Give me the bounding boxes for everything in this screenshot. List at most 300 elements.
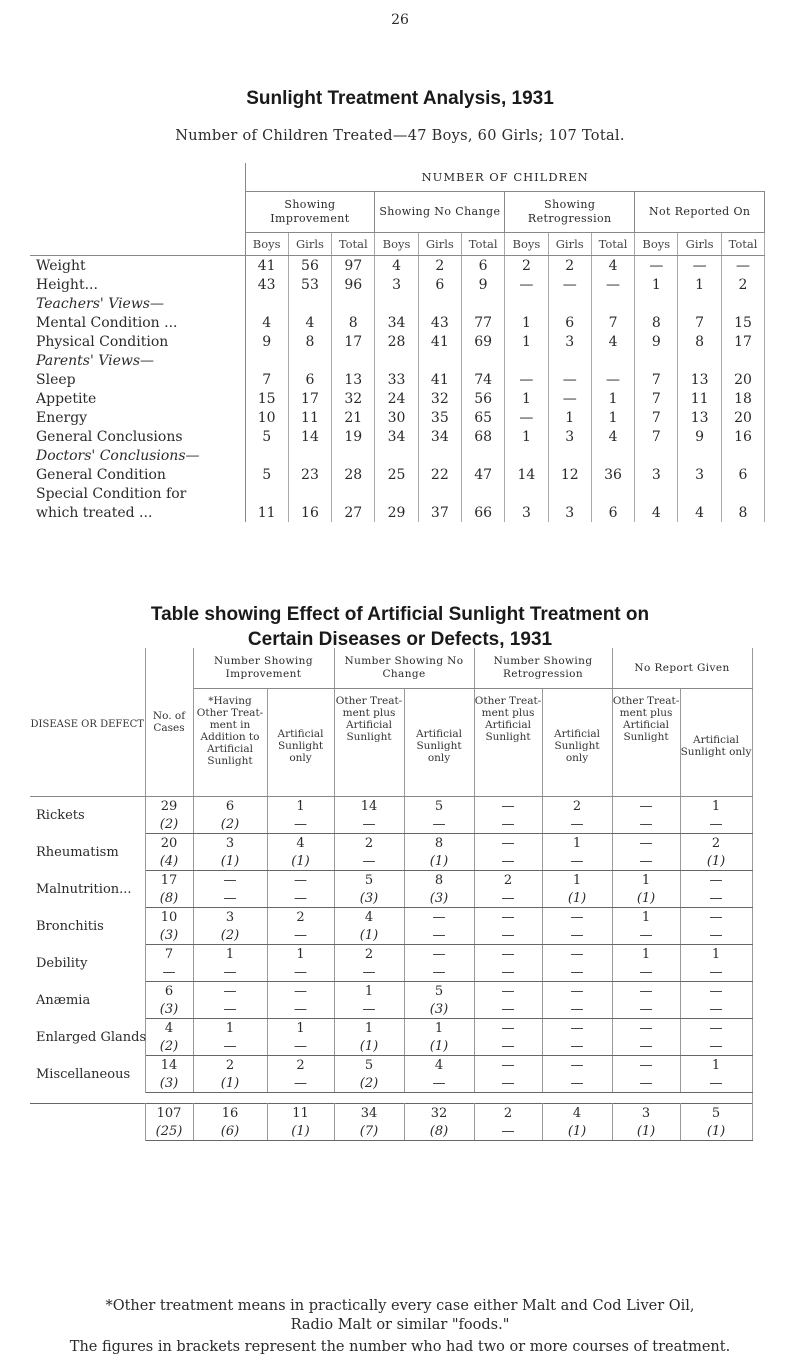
sub-other-plus: Other Treat- ment plus Artificial Sunlight [612,689,680,797]
table-cell: 4 [404,1056,474,1075]
table-cell: 20 [721,408,764,427]
table-cell [635,351,678,370]
table-cell: 1 [404,1019,474,1038]
table-cell: — [635,256,678,276]
table-cell: 7 [245,370,288,389]
table-cell: 74 [461,370,504,389]
treatment-analysis-table [30,163,765,530]
table-cell [418,484,461,503]
table-row [30,446,765,465]
table-cell: 2 [334,945,404,964]
table-cell: 3 [678,465,721,484]
table-cell [635,294,678,313]
sub-other-plus: Other Treat- ment plus Artificial Sunlight [334,689,404,797]
sub-artificial-only: Artificial Sunlight only [542,689,612,797]
sub-header: Girls [418,233,461,256]
cases-cell: 7 [145,945,193,964]
table-cell [721,351,764,370]
table-cell: — [505,370,548,389]
table-cell: 1 [680,945,752,964]
table-cell: 9 [245,332,288,351]
bracket-cell: — [542,815,612,834]
table-row [30,871,752,890]
table-cell: 8 [635,313,678,332]
table-cell [678,294,721,313]
sub-header: Boys [635,233,678,256]
bracket-cell: — [404,1074,474,1093]
table-row [30,945,752,964]
sub-header: Total [721,233,764,256]
bracket-cell: — [680,815,752,834]
table-cell: 7 [635,370,678,389]
bracket-cell: — [267,1037,334,1056]
bracket-cell: — [612,1000,680,1019]
bracket-cell: (3) [334,889,404,908]
table-cell: 3 [548,332,591,351]
table-cell: 6 [721,465,764,484]
table-cell: 17 [332,332,375,351]
table-cell: — [680,982,752,1001]
group-retrogression: Number Showing Retrogression [474,648,612,689]
sub-artificial-only: Artificial Sunlight only [267,689,334,797]
table-cell: 1 [612,945,680,964]
table-cell [288,351,331,370]
table-cell: — [474,1019,542,1038]
sub-artificial-only: Artificial Sunlight only [404,689,474,797]
table-cell: — [548,389,591,408]
table-cell: 17 [721,332,764,351]
table-cell: 2 [193,1056,267,1075]
table-cell: 1 [591,408,634,427]
bracket-cell: (1) [404,852,474,871]
bracket-cell: — [680,1000,752,1019]
table-row [30,797,752,816]
bracket-cell: (1) [267,1122,334,1141]
sub-header: Girls [678,233,721,256]
table-cell: — [721,256,764,276]
table-cell: 6 [193,797,267,816]
bracket-cell: — [680,1037,752,1056]
cases-cell: 20 [145,834,193,853]
table-cell: — [505,408,548,427]
table-row [30,332,765,351]
table-cell [375,294,418,313]
table-cell: 1 [591,389,634,408]
table-cell [245,294,288,313]
table-cell [245,446,288,465]
row-label: General Conclusions [30,427,245,446]
bracket-cell: (2) [334,1074,404,1093]
group-header: Showing No Change [375,192,505,233]
table-cell [721,294,764,313]
bracket-cell: — [404,926,474,945]
table-cell: — [267,982,334,1001]
table-cell: 3 [548,427,591,446]
table-row [30,1056,752,1075]
table-cell: 10 [245,408,288,427]
table-cell: 5 [334,871,404,890]
bracket-cell: (2) [145,815,193,834]
table-row [30,484,765,503]
table-cell [591,446,634,465]
bracket-cell: — [404,815,474,834]
bracket-cell: — [680,889,752,908]
table-cell: 6 [288,370,331,389]
table-cell: — [404,908,474,927]
totals-row [30,1104,752,1123]
table-cell [721,484,764,503]
table-cell: — [548,370,591,389]
bracket-cell: (1) [334,926,404,945]
table-cell [505,446,548,465]
table-cell: — [267,871,334,890]
sub-having-other: *Having Other Treat- ment in Addition to Artificial Sunlight [193,689,267,797]
sub-header: Total [591,233,634,256]
row-label: Energy [30,408,245,427]
table-cell: — [678,256,721,276]
bracket-cell: (3) [145,1074,193,1093]
table-cell: 1 [267,1019,334,1038]
bracket-cell: (6) [193,1122,267,1141]
table-cell: 66 [461,503,504,522]
table-cell [332,484,375,503]
bracket-cell: — [474,1000,542,1019]
table-cell [505,294,548,313]
sub-other-plus: Other Treat- ment plus Artificial Sunlight [474,689,542,797]
bracket-cell: — [193,1037,267,1056]
bracket-cell: — [145,963,193,982]
table-cell: 1 [548,408,591,427]
bracket-cell: — [267,815,334,834]
table-cell [418,294,461,313]
table-cell: 1 [505,389,548,408]
bracket-cell: (3) [145,926,193,945]
cases-cell: 29 [145,797,193,816]
table-cell: 14 [288,427,331,446]
table-cell: — [505,275,548,294]
table-cell: 2 [267,908,334,927]
bracket-cell: — [267,1000,334,1019]
table-row [30,256,765,276]
table-row [30,908,752,927]
bracket-cell: (1) [680,1122,752,1141]
bracket-cell: — [193,1000,267,1019]
bracket-cell: — [474,889,542,908]
bracket-cell: — [680,926,752,945]
bracket-cell: (3) [145,1000,193,1019]
table-row [30,465,765,484]
table-row [30,370,765,389]
table-cell: 13 [678,370,721,389]
table-cell [635,446,678,465]
table-cell: 97 [332,256,375,276]
table-cell: 2 [542,797,612,816]
table-cell: 1 [635,275,678,294]
table-cell: — [612,834,680,853]
table-cell: 7 [635,408,678,427]
table-cell: 16 [288,503,331,522]
table-cell: — [612,1056,680,1075]
table-cell: — [591,370,634,389]
table-cell: — [474,982,542,1001]
table-cell: 15 [245,389,288,408]
row-label [30,1104,145,1141]
bracket-cell: — [474,852,542,871]
table-cell [721,446,764,465]
table-cell: 1 [612,871,680,890]
sub-header: Boys [245,233,288,256]
bracket-cell: (3) [404,1000,474,1019]
row-label: Appetite [30,389,245,408]
bracket-cell: — [267,926,334,945]
bracket-cell: — [334,852,404,871]
table-cell: 33 [375,370,418,389]
bracket-cell: — [542,1074,612,1093]
table-cell: 34 [418,427,461,446]
bracket-cell: (3) [404,889,474,908]
table-cell: 4 [591,427,634,446]
table-row [30,834,752,853]
table-cell: — [474,1056,542,1075]
row-label: Parents' Views— [30,351,245,370]
table-cell: 3 [505,503,548,522]
table-cell: 1 [505,427,548,446]
row-label: Enlarged Glands [30,1019,145,1056]
row-label: Rickets [30,797,145,834]
table-cell: 2 [721,275,764,294]
table-cell: 28 [332,465,375,484]
table-cell [591,351,634,370]
section1-subtitle: Number of Children Treated—47 Boys, 60 Girls; 107 Total. [175,128,625,144]
section2-title-line1: Table showing Effect of Artificial Sunlight Treatment on [150,604,650,625]
bracket-cell: — [474,926,542,945]
table-row [30,427,765,446]
bracket-cell: (2) [145,1037,193,1056]
table-cell: 7 [591,313,634,332]
sub-header: Girls [548,233,591,256]
row-label: Anæmia [30,982,145,1019]
table-cell: — [474,834,542,853]
table-cell: 16 [721,427,764,446]
bracket-cell: — [334,963,404,982]
table-cell: 9 [461,275,504,294]
bracket-cell: — [267,889,334,908]
sub-header: Girls [288,233,331,256]
diseases-table [30,648,753,1141]
col-disease: DISEASE OR DEFECT [30,648,145,797]
table-cell: 4 [334,908,404,927]
table-cell: — [680,908,752,927]
table-cell: — [591,275,634,294]
bracket-cell: — [267,963,334,982]
table-cell: 1 [334,1019,404,1038]
table-cell: 28 [375,332,418,351]
cases-cell: 17 [145,871,193,890]
table-cell: 6 [461,256,504,276]
table-cell [548,446,591,465]
table-cell: 1 [334,982,404,1001]
footnote-line3: The figures in brackets represent the number who had two or more courses of treatment. [69,1339,731,1355]
row-label: which treated ... [30,503,245,522]
table-cell: 4 [375,256,418,276]
table-cell [245,484,288,503]
row-label: Weight [30,256,245,276]
group-improvement: Number Showing Improvement [193,648,334,689]
table-cell: 53 [288,275,331,294]
table-cell: 1 [267,945,334,964]
bracket-cell: — [542,926,612,945]
table-cell: 11 [245,503,288,522]
table-cell [245,351,288,370]
table-cell [375,484,418,503]
table-row [30,275,765,294]
table1-header: NUMBER OF CHILDREN [245,163,765,192]
table-cell: 43 [245,275,288,294]
footnote-line1: *Other treatment means in practically every case either Malt and Cod Liver Oil, [105,1298,695,1314]
table-cell: 41 [245,256,288,276]
table-cell: — [474,797,542,816]
table-cell: 1 [193,945,267,964]
table-cell: 8 [404,834,474,853]
table-cell: 23 [288,465,331,484]
group-header: Showing Improvement [245,192,375,233]
table-cell: 17 [288,389,331,408]
table-cell: 13 [332,370,375,389]
bracket-cell: (1) [267,852,334,871]
table-cell: 21 [332,408,375,427]
cases-cell: 14 [145,1056,193,1075]
bracket-cell: — [474,963,542,982]
page-number: 26 [391,12,409,28]
table-row [30,389,765,408]
table-cell: 5 [404,797,474,816]
table-cell: 1 [612,908,680,927]
table-cell: 4 [591,256,634,276]
table-row [30,982,752,1001]
table-cell [332,446,375,465]
table-cell: 5 [334,1056,404,1075]
table-cell: 69 [461,332,504,351]
table-cell: 11 [678,389,721,408]
table-cell: 34 [334,1104,404,1123]
bracket-cell: (25) [145,1122,193,1141]
bracket-cell: — [612,963,680,982]
bracket-cell: — [612,852,680,871]
table-row [30,294,765,313]
bracket-cell: — [542,1037,612,1056]
table-cell: — [612,797,680,816]
table-cell: 8 [288,332,331,351]
table-cell: 7 [635,427,678,446]
bracket-cell: (1) [193,852,267,871]
sub-header: Boys [375,233,418,256]
table-cell: — [680,871,752,890]
table-cell [375,351,418,370]
table-cell: 32 [418,389,461,408]
table-cell: 12 [548,465,591,484]
bracket-cell: — [334,1000,404,1019]
table-cell: 2 [474,1104,542,1123]
table-cell: 1 [678,275,721,294]
row-label: Debility [30,945,145,982]
col-cases: No. of Cases [145,648,193,797]
table-cell: 3 [612,1104,680,1123]
table-cell [461,351,504,370]
bracket-cell: (7) [334,1122,404,1141]
table-row [30,408,765,427]
table-cell: 34 [375,313,418,332]
table-cell: — [680,1019,752,1038]
table-cell: 1 [542,871,612,890]
bracket-cell: — [267,1074,334,1093]
table-cell [461,294,504,313]
bracket-cell: — [193,889,267,908]
table-cell: — [542,1056,612,1075]
table-cell: 29 [375,503,418,522]
table-cell [635,484,678,503]
table-cell: — [474,908,542,927]
table-cell: 3 [548,503,591,522]
cases-cell: 6 [145,982,193,1001]
table-cell: 16 [193,1104,267,1123]
bracket-cell: (4) [145,852,193,871]
table-cell: 1 [505,332,548,351]
table-cell [332,294,375,313]
table-cell: 7 [635,389,678,408]
table-cell: 24 [375,389,418,408]
bracket-cell: (1) [542,889,612,908]
table-cell [461,446,504,465]
table-cell: 5 [245,465,288,484]
table-cell: 35 [418,408,461,427]
table-cell: 41 [418,332,461,351]
section2-title-line2: Certain Diseases or Defects, 1931 [247,629,553,650]
sub-header: Total [332,233,375,256]
table-cell: 27 [332,503,375,522]
table-cell: 1 [267,797,334,816]
table-cell: — [542,982,612,1001]
row-label: Sleep [30,370,245,389]
table-cell: 4 [678,503,721,522]
sub-artificial-only: Artificial Sunlight only [680,689,752,797]
bracket-cell: — [612,1037,680,1056]
bracket-cell: (2) [193,926,267,945]
table-row [30,1019,752,1038]
row-label: Malnutrition... [30,871,145,908]
cases-cell: 10 [145,908,193,927]
table-cell: 36 [591,465,634,484]
bracket-cell: — [474,1037,542,1056]
bracket-cell: (2) [193,815,267,834]
row-label: Bronchitis [30,908,145,945]
table-cell: 4 [267,834,334,853]
table-cell: — [193,871,267,890]
row-label: Special Condition for [30,484,245,503]
table-cell: 2 [505,256,548,276]
table-cell: 5 [404,982,474,1001]
row-label: Miscellaneous [30,1056,145,1093]
table-cell: — [542,908,612,927]
table-cell: 9 [678,427,721,446]
table-cell: 14 [505,465,548,484]
table-cell: 2 [334,834,404,853]
bracket-cell: — [612,1074,680,1093]
table-cell: 1 [542,834,612,853]
bracket-cell: (1) [193,1074,267,1093]
table-cell: 41 [418,370,461,389]
table-cell: 1 [505,313,548,332]
table-cell: 1 [680,1056,752,1075]
